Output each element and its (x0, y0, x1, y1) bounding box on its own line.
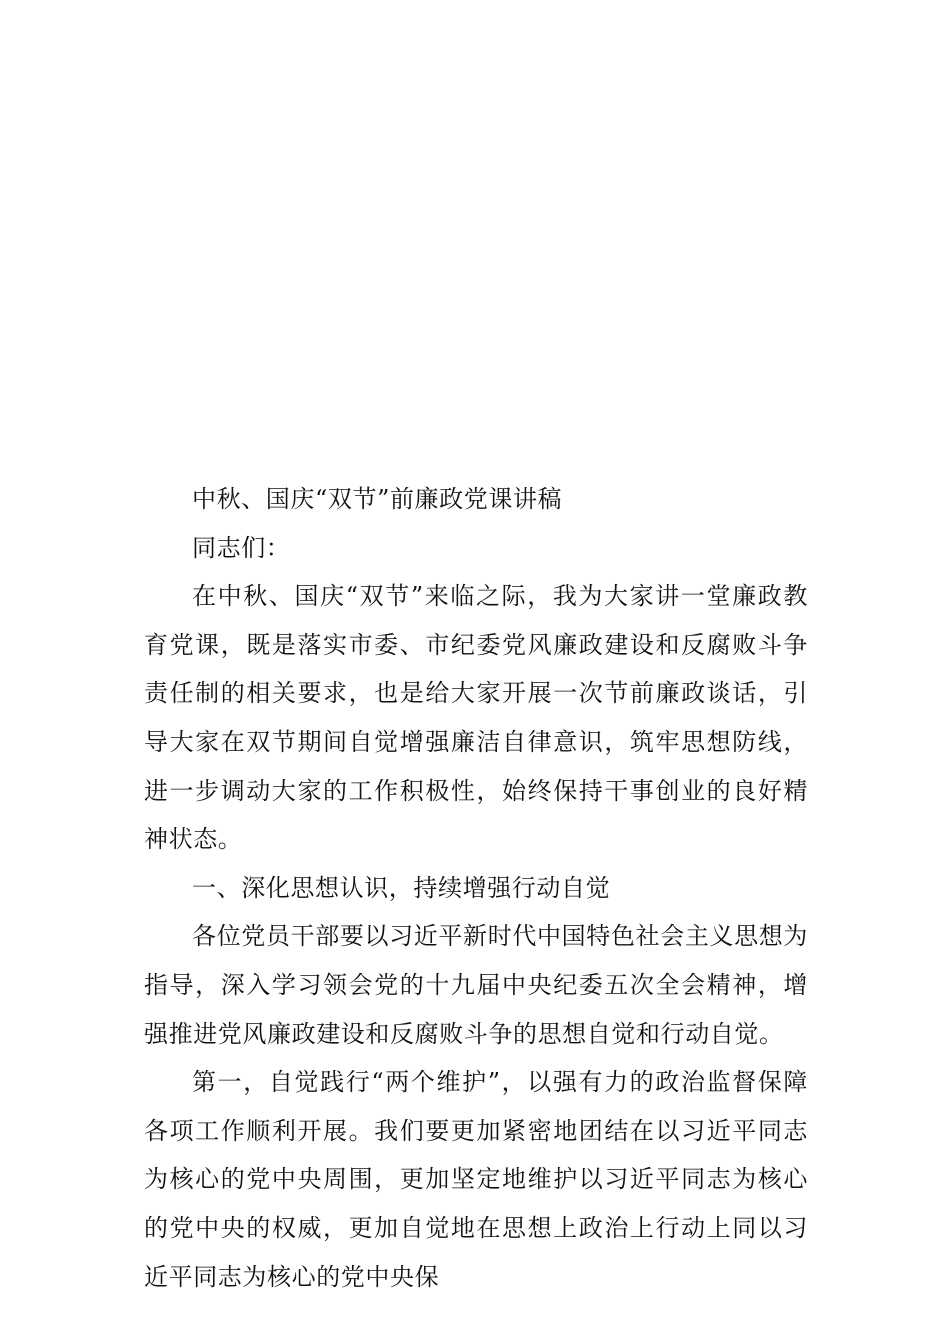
paragraph-section-1: 各位党员干部要以习近平新时代中国特色社会主义思想为指导，深入学习领会党的十九届中央纪委五次全会精神，增强推进党风廉政建设和反腐败斗争的思想自觉和行动自觉。 (144, 922, 808, 1048)
document-body (144, 475, 808, 1301)
section-heading-1: 一、深化思想认识，持续增强行动自觉 (192, 873, 611, 902)
document-title: 中秋、国庆“双节”前廉政党课讲稿 (192, 485, 563, 513)
paragraph-intro: 在中秋、国庆“双节”来临之际，我为大家讲一堂廉政教育党课，既是落实市委、市纪委党风廉政建设和反腐败斗争责任制的相关要求，也是给大家开展一次节前廉政谈话，引导大家在双节期间自觉增强廉洁自律意识，筑牢思想防线，进一步调动大家的工作积极性，始终保持干事创业的良好精神状态。 (144, 582, 808, 854)
paragraph-point-1: 第一，自觉践行“两个维护”，以强有力的政治监督保障各项工作顺利开展。我们要更加紧密地团结在以习近平同志为核心的党中央周围，更加坚定地维护以习近平同志为核心的党中央的权威，更加自觉地在思想上政治上行动上同以习近平同志为核心的党中央保 (144, 1068, 808, 1291)
salutation: 同志们： (192, 533, 291, 562)
